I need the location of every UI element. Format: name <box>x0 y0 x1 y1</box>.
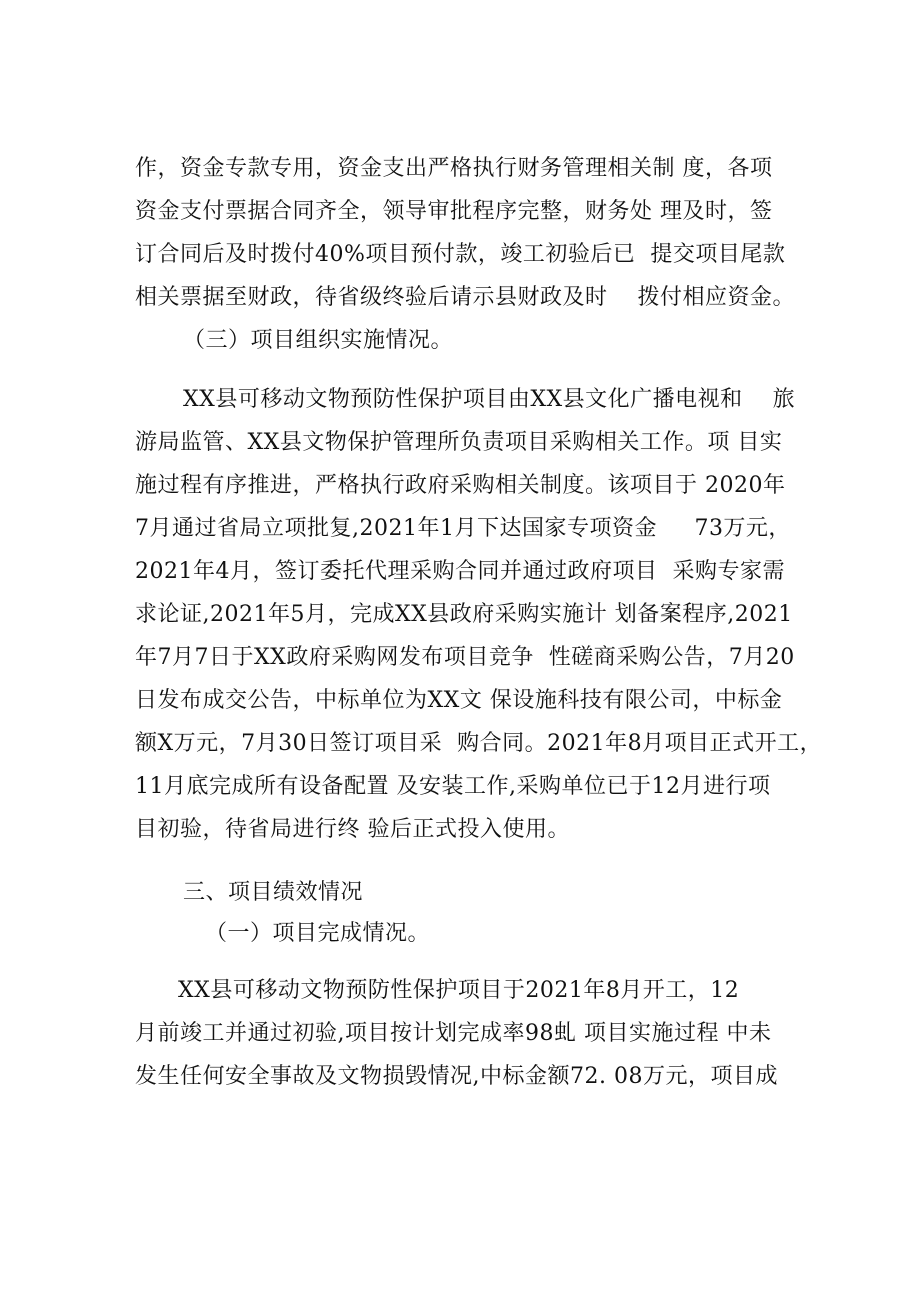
paragraph-line: 求论证,2021年5月，完成XX县政府采购实施计 划备案程序,2021 <box>135 602 793 627</box>
paragraph-line: 年7月7日于XX政府采购网发布项目竞争 性磋商采购公告，7月20 <box>135 645 795 670</box>
section-heading: 三、项目绩效情况 <box>183 880 364 905</box>
paragraph-line: 额X万元，7月30日签订项目采 购合同。2021年8月项目正式开工， <box>135 731 823 756</box>
paragraph-line: 作，资金专款专用，资金支出严格执行财务管理相关制 度，各项 <box>135 156 773 181</box>
paragraph-line: 施过程有序推进，严格执行政府采购相关制度。该项目于 2020年 <box>135 473 786 498</box>
sub-heading: （三）项目组织实施情况。 <box>183 328 454 353</box>
paragraph-line: XX县可移动文物预防性保护项目于2021年8月开工，12 <box>178 978 740 1003</box>
paragraph-line: 游局监管、XX县文物保护管理所负责项目采购相关工作。项 目实 <box>135 430 783 455</box>
paragraph-line: 7月通过省局立项批复,2021年1月下达国家专项资金 73万元， <box>135 516 791 541</box>
paragraph-line: 订合同后及时拨付40%项目预付款，竣工初验后已 提交项目尾款 <box>135 242 786 267</box>
paragraph-line: XX县可移动文物预防性保护项目由XX县文化广播电视和 旅 <box>183 387 796 412</box>
paragraph-line: 2021年4月，签订委托代理采购合同并通过政府项目 采购专家需 <box>135 559 785 584</box>
paragraph-line: 11月底完成所有设备配置 及安装工作,采购单位已于12月进行项 <box>135 774 771 799</box>
paragraph-line: 相关票据至财政，待省级终验后请示县财政及时 拨付相应资金。 <box>135 285 795 310</box>
paragraph-line: 目初验，待省局进行终 验后正式投入使用。 <box>135 817 570 842</box>
paragraph-line: 发生任何安全事故及文物损毁情况,中标金额72. 08万元，项目成 <box>135 1064 778 1089</box>
paragraph-line: 资金支付票据合同齐全，领导审批程序完整，财务处 理及时，签 <box>135 199 773 224</box>
sub-heading: （一）项目完成情况。 <box>205 921 431 946</box>
paragraph-line: 月前竣工并通过初验,项目按计划完成率98虬 项目实施过程 中未 <box>135 1021 772 1046</box>
paragraph-line: 日发布成交公告，中标单位为XX文 保设施科技有限公司，中标金 <box>135 688 783 713</box>
